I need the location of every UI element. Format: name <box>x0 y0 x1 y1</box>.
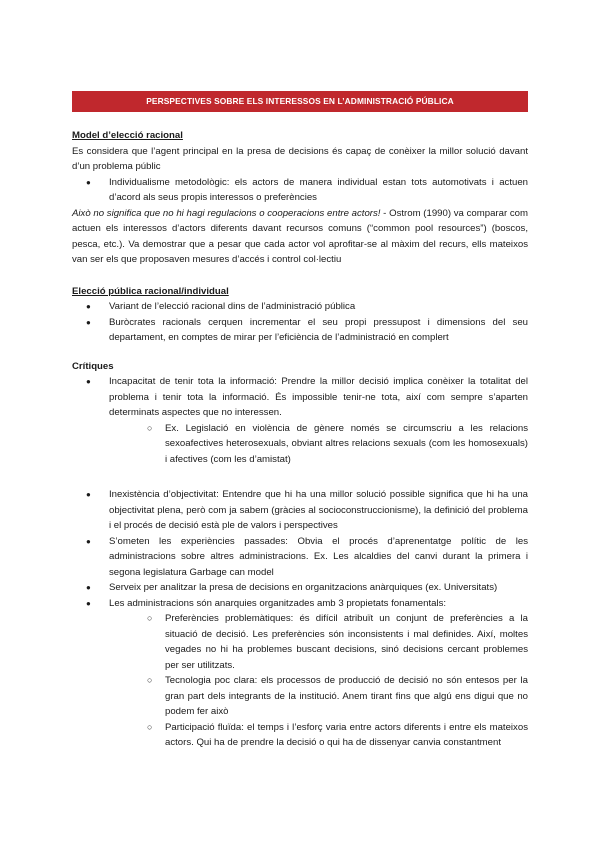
section-heading-model-eleccio-racional: Model d’elecció racional <box>72 130 183 141</box>
sub-bullet-legislacio: ○ Ex. Legislació en violència de gènere només se circumscriu a les relacions sexoafectives heterosexuals, obviant altres relacions sexuals (com les homosexuals) i afectives (com les d’amistat) <box>145 421 528 468</box>
bullet-incapacitat <box>72 374 528 467</box>
sub-bullet-tecnologia: ○ Tecnologia poc clara: els processos de producció de decisió no són entesos per la gran part dels integrants de la institució. Anem tirant fins que algú ens digui que no podem fer això <box>145 673 528 720</box>
bullet-burocrates: ● Buròcrates racionals cerquen incrementar el seu propi pressupost i dimensions del seu departament, en comptes de mirar per l’eficiència de l’administració en complert <box>72 315 528 346</box>
bullet-administracions-text: Les administracions són anarquies organitzades amb 3 propietats fonamentals: <box>109 597 447 609</box>
sub-bullet-participacio: ○ Participació fluïda: el temps i l’esforç varia entre actors diferents i entre els mateixos actors. Qui ha de prendre la decisió o qui ha de dissenyar canvia constantment <box>145 720 528 751</box>
sub-bullet-list <box>109 421 528 468</box>
italic-note: Això no significa que no hi hagi regulacions o cooperacions entre actors! <box>72 207 381 219</box>
bullet-ometen: ● S’ometen les experiències passades: Obvia el procés d’aprenentatge polític de les administracions sobre altres administracions. Ex. Les alcaldies del canvi durant la primera i segona legislatura Garbage can model <box>72 534 528 581</box>
bullet-individualisme: ● Individualisme metodològic: els actors de manera individual estan tots automotivats i actuen d’acord als seus propis interessos o preferències <box>72 175 528 206</box>
document-body <box>72 128 528 751</box>
sub-bullet-list <box>109 611 528 751</box>
bullet-list <box>72 374 528 467</box>
bullet-list <box>72 487 528 751</box>
document-title-banner: PERSPECTIVES SOBRE ELS INTERESSOS EN L’ADMINISTRACIÓ PÚBLICA <box>72 91 528 112</box>
bullet-variant: ● Variant de l’elecció racional dins de l’administració pública <box>72 299 528 315</box>
section-heading-critiques: Crítiques <box>72 360 114 372</box>
bullet-list <box>72 299 528 346</box>
ostrom-text: - Ostrom (1990) va comparar com actuen els interessos d’actors diferents davant recursos comuns (“common pool resources”) (boscos, pesca, etc.). Va demostrar que a pesar que cada actor vol aprofitar-se al màxim del recurs, ells mateixos van ser els que proposaven mesures d’accés i control col·lectiu <box>72 207 528 265</box>
bullet-inexistencia: ● Inexistència d’objectivitat: Entendre que hi ha una millor solució possible significa que hi ha una objectivitat plena, però com ja sabem (gràcies al socioconstruccionisme), la definició del problema i el procés de decisió està ple de valors i perspectives <box>72 487 528 534</box>
sub-bullet-preferencies: ○ Preferències problemàtiques: és difícil atribuït un conjunt de preferències a la situació de decisió. Les preferències són inconsistents i mal definides. Així, moltes vegades no hi ha problemes buscant decisions, sinó decisions cercant problemes per ser utilitzats. <box>145 611 528 673</box>
bullet-incapacitat-text: Incapacitat de tenir tota la informació: Prendre la millor decisió implica conèixer la totalitat del problema i tenir tota la informació. És impossible tenir-ne tota, així com sempre s’aparten determinats aspectes que no interessen. <box>109 376 528 418</box>
paragraph-intro: Es considera que l’agent principal en la presa de decisions és capaç de conèixer la millor solució davant d’un problema públic <box>72 145 528 172</box>
section-heading-eleccio-publica: Elecció pública racional/individual <box>72 285 229 297</box>
bullet-administracions <box>72 596 528 751</box>
bullet-list <box>72 175 528 206</box>
paragraph-ostrom <box>72 206 528 268</box>
bullet-serveix: ● Serveix per analitzar la presa de decisions en organitzacions anàrquiques (ex. Universitats) <box>72 580 528 596</box>
